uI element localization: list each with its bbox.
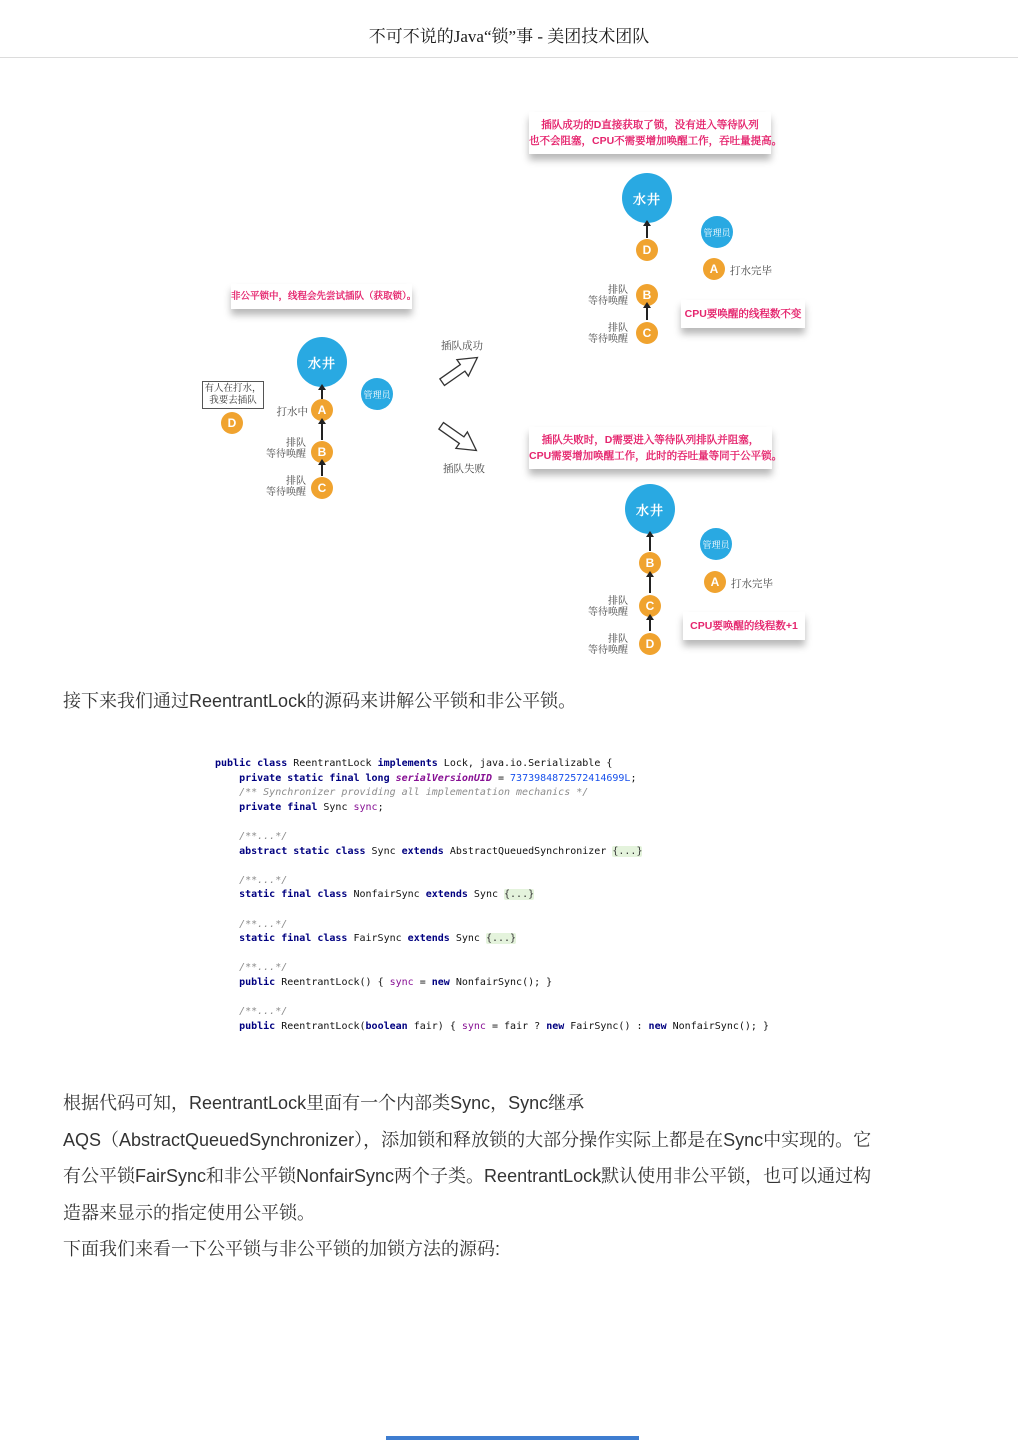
thread-node-d: D <box>636 239 658 261</box>
wait-label: 等待唤醒 <box>266 449 306 460</box>
done-label: 打水完毕 <box>730 265 772 277</box>
thread-node-b: B <box>311 441 333 463</box>
thread-node-a: A <box>311 399 333 421</box>
queue-label: 排队 <box>608 323 628 334</box>
well-circle <box>297 337 347 387</box>
callout-line: 也不会阻塞，CPU不需要增加唤醒工作，吞吐量提高。 <box>529 135 783 147</box>
queue-label: 排队 <box>608 285 628 296</box>
wait-label: 等待唤醒 <box>266 487 306 498</box>
manager-label: 管理员 <box>702 539 730 550</box>
arrow-b-to-a <box>321 424 323 440</box>
arrow-d-to-well <box>646 226 648 238</box>
queue-wait-label <box>572 285 628 307</box>
queue-label: 排队 <box>286 476 306 487</box>
arrow-c-to-b <box>321 465 323 476</box>
well-label: 水井 <box>635 502 664 518</box>
queue-wait-label <box>572 323 628 345</box>
arrow-a-to-well <box>321 390 323 399</box>
drawing-label: 打水中 <box>276 406 308 418</box>
well-circle <box>625 484 675 534</box>
callout-line: 插队成功的D直接获取了锁，没有进入等待队列 <box>541 119 759 131</box>
queue-wait-label <box>572 596 628 618</box>
next-image-edge <box>386 1436 639 1440</box>
callout-nonfair: 非公平锁中，线程会先尝试插队（获取锁）。 <box>231 284 412 309</box>
manager-circle <box>701 216 733 248</box>
paragraph-line: 造器来显示的指定使用公平锁。 <box>63 1202 315 1223</box>
paragraph-next: 下面我们来看一下公平锁与非公平锁的加锁方法的源码: <box>63 1239 500 1259</box>
manager-circle <box>361 378 393 410</box>
arrow-c-to-b <box>646 308 648 320</box>
manager-circle <box>700 528 732 560</box>
header-divider <box>0 57 1018 58</box>
thread-node-a: A <box>704 571 726 593</box>
paragraph-line: 有公平锁FairSync和非公平锁NonfairSync两个子类。ReentrantLock默认使用非公平锁，也可以通过构 <box>63 1166 872 1186</box>
callout-fail-result <box>529 427 783 469</box>
paragraph-line: 根据代码可知，ReentrantLock里面有一个内部类Sync，Sync继承 <box>63 1093 585 1113</box>
wait-label: 等待唤醒 <box>588 607 628 618</box>
queue-label: 排队 <box>608 634 628 645</box>
thread-node-c: C <box>639 595 661 617</box>
thread-node-d: D <box>221 412 243 434</box>
wait-label: 等待唤醒 <box>588 334 628 345</box>
thread-node-b: B <box>639 552 661 574</box>
fail-arrow-label: 插队失败 <box>443 463 485 475</box>
arrow-c-to-b <box>649 577 651 593</box>
callout-cpu-plus-one: CPU要唤醒的线程数+1 <box>683 612 805 640</box>
thread-node-d: D <box>639 633 661 655</box>
thought-box <box>202 381 264 409</box>
success-arrow-label: 插队成功 <box>441 340 483 352</box>
queue-wait-label <box>250 438 306 460</box>
arrow-d-to-c <box>649 620 651 631</box>
thread-node-c: C <box>636 322 658 344</box>
manager-label: 管理员 <box>363 389 391 400</box>
thread-node-c: C <box>311 477 333 499</box>
queue-label: 排队 <box>286 438 306 449</box>
well-label: 水井 <box>632 191 661 207</box>
wait-label: 等待唤醒 <box>588 645 628 656</box>
paragraph-intro: 接下来我们通过ReentrantLock的源码来讲解公平锁和非公平锁。 <box>63 691 577 711</box>
thought-line: 我要去插队 <box>209 395 257 406</box>
well-circle <box>622 173 672 223</box>
queue-jump-success-arrow-icon <box>433 348 489 390</box>
wait-label: 等待唤醒 <box>588 296 628 307</box>
done-label: 打水完毕 <box>731 578 773 590</box>
thread-node-b: B <box>636 284 658 306</box>
queue-label: 排队 <box>608 596 628 607</box>
arrow-b-to-well <box>649 537 651 551</box>
thread-node-a: A <box>703 258 725 280</box>
code-screenshot: public class ReentrantLock implements Lock, java.io.Serializable { private static final long serialVersionUID = 7373984872572414699L; /** Synchronizer providing all implementation mechanics */ private final Sync sync; /**...*/ abstract static class Sync extends AbstractQueuedSynchronizer {...} /**...*/ static final class NonfairSync extends Sync {...} /**...*/ static final class FairSync extends Sync {...} /**...*/ public ReentrantLock() { sync = new NonfairSync(); } /**...*/ public ReentrantLock(boolean fair) { sync = fair ? new FairSync() : new NonfairSync(); } <box>215 758 769 1032</box>
paragraph-line: AQS（AbstractQueuedSynchronizer），添加锁和释放锁的大部分操作实际上都是在Sync中实现的。它 <box>63 1129 872 1150</box>
queue-wait-label <box>572 634 628 656</box>
callout-line: 插队失败时，D需要进入等待队列排队并阻塞， <box>541 434 760 446</box>
paragraph-analysis <box>63 1085 871 1231</box>
callout-cpu-unchanged: CPU要唤醒的线程数不变 <box>681 300 805 328</box>
well-label: 水井 <box>307 355 336 371</box>
thought-line: 有人在打水， <box>204 383 262 394</box>
callout-success-result <box>529 112 783 154</box>
callout-line: CPU需要增加唤醒工作，此时的吞吐量等同于公平锁。 <box>529 450 783 462</box>
queue-jump-fail-arrow-icon <box>432 418 488 460</box>
page-title: 不可不说的Java“锁”事 - 美团技术团队 <box>368 27 650 46</box>
queue-wait-label <box>250 476 306 498</box>
manager-label: 管理员 <box>703 227 731 238</box>
